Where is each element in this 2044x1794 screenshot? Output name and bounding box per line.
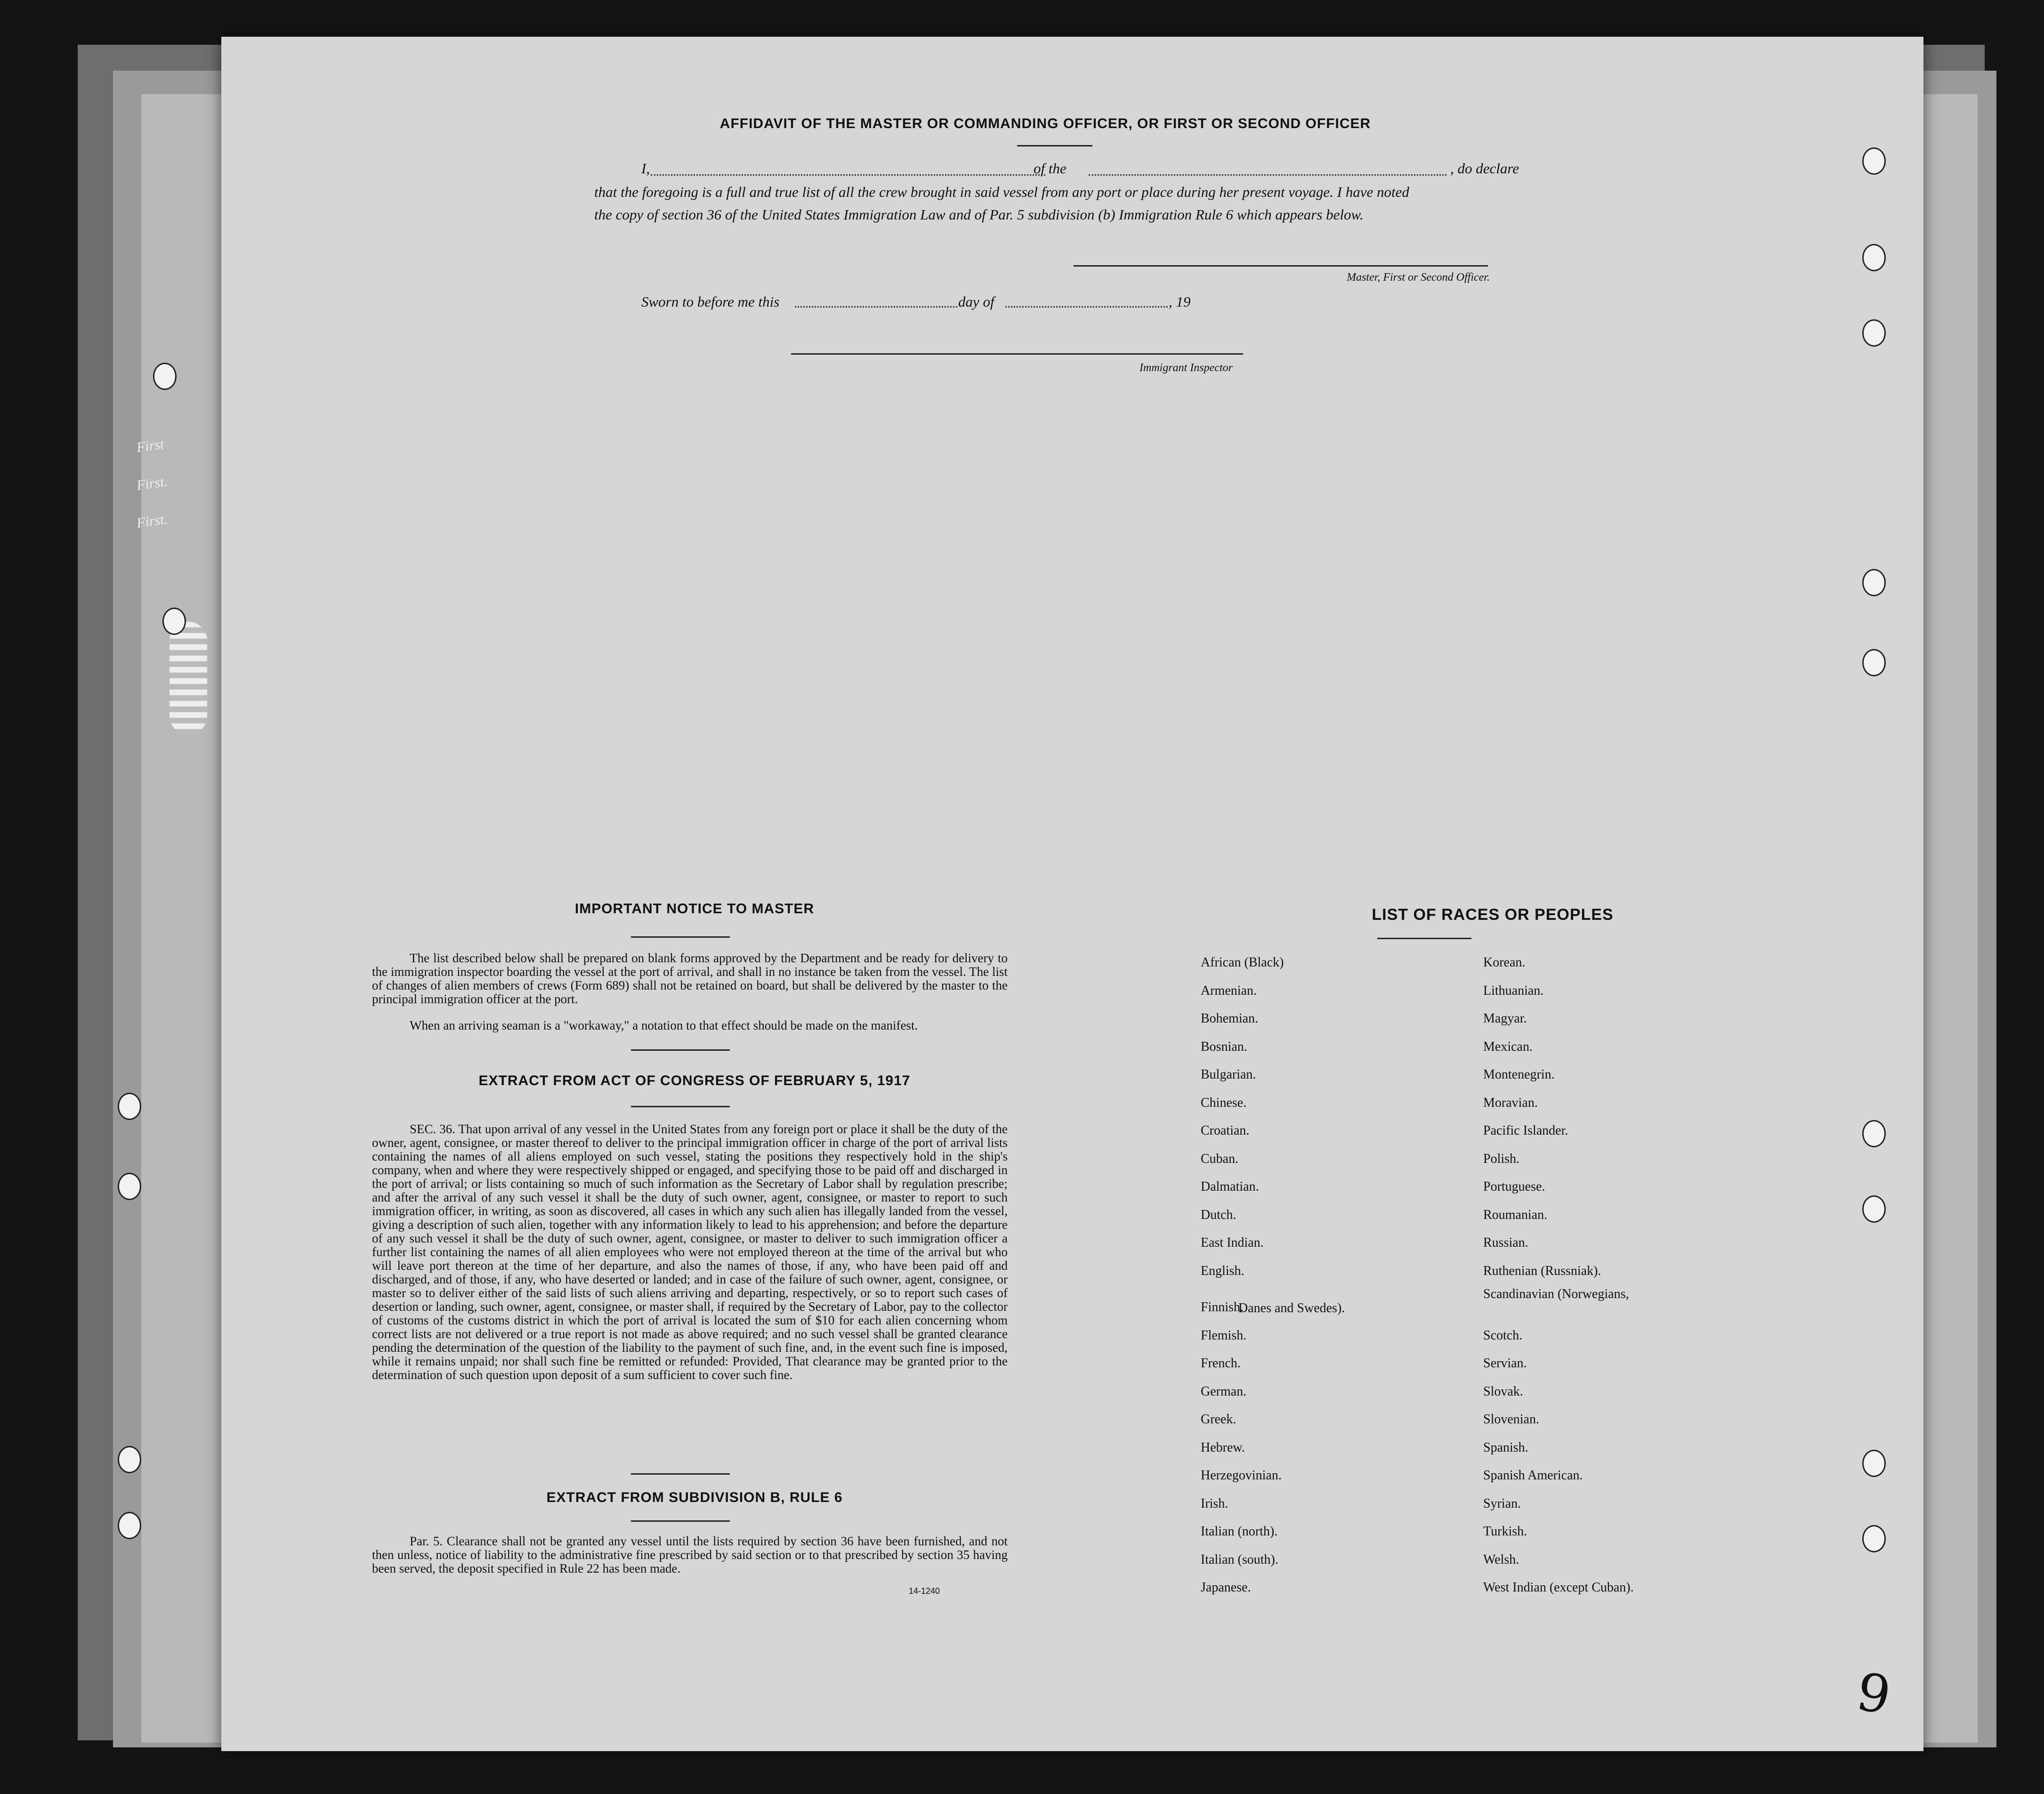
affidavit-line2: that the foregoing is a full and true list of all the crew brought in said vessel from any port or place during her present voyage. I have noted	[594, 184, 1409, 200]
divider	[1377, 938, 1471, 939]
race-item: Herzegovinian.	[1201, 1468, 1282, 1483]
race-item: Welsh.	[1483, 1552, 1519, 1567]
notice-paragraph-1: The list described below shall be prepared on blank forms approved by the Department and be ready for delivery to the immigration inspector boarding the vessel at the port of arrival, and shall in no instance be taken from the vessel. The list of changes of alien members of crews (Form 689) shall not be retained on board, but shall be delivered by the master to the principal immigration officer at the port.	[372, 951, 1008, 1006]
race-item: Greek.	[1201, 1412, 1236, 1427]
affidavit-title: AFFIDAVIT OF THE MASTER OR COMMANDING OFFICER, OR FIRST OR SECOND OFFICER	[719, 116, 1371, 131]
notice-paragraph-2: When an arriving seaman is a "workaway," a notation to that effect should be made on the manifest.	[410, 1018, 918, 1032]
race-item: Spanish.	[1483, 1440, 1528, 1455]
race-item: Armenian.	[1201, 983, 1257, 998]
divider	[631, 1520, 730, 1522]
race-item: Moravian.	[1483, 1095, 1538, 1110]
punch-hole	[1862, 569, 1886, 596]
race-item: African (Black)	[1201, 955, 1284, 970]
race-item: Bohemian.	[1201, 1011, 1259, 1026]
race-item: Ruthenian (Russniak).	[1483, 1263, 1601, 1278]
race-item: Scotch.	[1483, 1328, 1523, 1343]
race-item: Slovak.	[1483, 1384, 1523, 1399]
punch-hole	[1862, 147, 1886, 175]
race-item: German.	[1201, 1384, 1247, 1399]
race-item: Croatian.	[1201, 1123, 1250, 1138]
handwritten-page-number: 6	[1852, 1659, 1896, 1725]
race-item: Cuban.	[1201, 1151, 1239, 1166]
race-item: Korean.	[1483, 955, 1526, 970]
month-blank[interactable]	[1005, 306, 1168, 308]
seal-stamp	[170, 622, 207, 735]
race-item: English.	[1201, 1263, 1244, 1278]
divider	[631, 1106, 730, 1107]
extract-act-text: SEC. 36. That upon arrival of any vessel in the United States from any foreign port or place it shall be the duty of the owner, agent, consignee, or master thereof to deliver to the principal immigration officer in charge of the port of arrival lists containing the names of all aliens employed on such vessel, stating the positions they respectively hold in the ship's company, when and where they were respectively shipped or engaged, and specifying those to be paid off and discharged in the port of arrival; or lists containing so much of such information as the Secretary of Labor shall by regulation prescribe; and after the arrival of any such vessel it shall be the duty of such owner, agent, consignee, or master to report to such immigration officer, in writing, as soon as discovered, all cases in which any such alien has illegally landed from the vessel, giving a description of such alien, together with any information likely to lead to his apprehension; and before the departure of any such vessel it shall be the duty of such owner, agent, consignee, or master to deliver to such immigration officer a further list containing the names of all alien employees who were not employed thereon at the time of the arrival but who will leave port thereon at the time of her departure, and also the names of those, if any, who have been paid off and discharged, and of those, if any, who have deserted or landed; and in case of the failure of such owner, agent, consignee, or master so to deliver either of the said lists of such aliens arriving and departing, respectively, or so to report such cases of desertion or landing, such owner, agent, consignee, or master shall, if required by the Secretary of Labor, pay to the collector of customs of the customs district in which the port of arrival is located the sum of $10 for each alien concerning whom correct lists are not delivered or a true report is not made as above required; and no such vessel shall be granted clearance pending the determination of the question of the liability to the payment of such fine, and, in the event such fine is imposed, while it remains unpaid; nor shall such fine be remitted or refunded: Provided, That clearance may be granted prior to the determination of such question upon deposit of a sum sufficient to cover such fine.	[372, 1122, 1008, 1382]
affidavit-line1-declare: , do declare	[1450, 160, 1519, 177]
margin-note: First.	[135, 511, 169, 531]
divider	[631, 1473, 730, 1475]
race-item: Bosnian.	[1201, 1039, 1247, 1054]
notice-title: IMPORTANT NOTICE TO MASTER	[574, 901, 815, 917]
race-item: Slovenian.	[1483, 1412, 1539, 1427]
punch-hole	[1862, 1195, 1886, 1223]
affidavit-line1-of-the: of the	[1034, 160, 1066, 177]
punch-hole	[1862, 1120, 1886, 1147]
race-item: Russian.	[1483, 1235, 1528, 1250]
race-item: Bulgarian.	[1201, 1067, 1256, 1082]
inspector-signature-line[interactable]	[791, 353, 1243, 355]
sworn-year: , 19	[1169, 293, 1191, 310]
punch-hole	[1862, 1450, 1886, 1477]
race-item: Turkish.	[1483, 1524, 1527, 1539]
race-item: Danes and Swedes).	[1238, 1301, 1345, 1315]
race-item: Flemish.	[1201, 1328, 1247, 1343]
race-item: Montenegrin.	[1483, 1067, 1555, 1082]
punch-hole	[162, 608, 186, 635]
race-item: Dutch.	[1201, 1207, 1236, 1222]
races-title: LIST OF RACES OR PEOPLES	[1372, 906, 1614, 924]
race-item: Syrian.	[1483, 1496, 1521, 1511]
race-item: Mexican.	[1483, 1039, 1533, 1054]
race-item: Japanese.	[1201, 1580, 1251, 1595]
affidavit-line3: the copy of section 36 of the United States Immigration Law and of Par. 5 subdivision (b) Immigration Rule 6 which appears below.	[594, 206, 1364, 223]
race-item: Magyar.	[1483, 1011, 1527, 1026]
inspector-label: Immigrant Inspector	[1139, 362, 1233, 374]
race-item: Dalmatian.	[1201, 1179, 1259, 1194]
signature-line[interactable]	[1074, 265, 1488, 267]
race-item: Irish.	[1201, 1496, 1228, 1511]
race-item: Pacific Islander.	[1483, 1123, 1568, 1138]
race-item: Italian (north).	[1201, 1524, 1278, 1539]
race-item: Italian (south).	[1201, 1552, 1278, 1567]
extract-act-title: EXTRACT FROM ACT OF CONGRESS OF FEBRUARY 5, 1917	[478, 1073, 911, 1088]
punch-hole	[118, 1173, 141, 1200]
race-item: West Indian (except Cuban).	[1483, 1580, 1634, 1595]
margin-note: First	[135, 436, 165, 455]
extract-rule-text: Par. 5. Clearance shall not be granted any vessel until the lists required by section 36 have been furnished, and not then unless, notice of liability to the administrative fine prescribed by said section or to that prescribed by section 35 having been served, the deposit specified in Rule 22 has been made.	[372, 1534, 1008, 1575]
race-item: Roumanian.	[1483, 1207, 1548, 1222]
signer-label: Master, First or Second Officer.	[1347, 271, 1490, 284]
race-item: Polish.	[1483, 1151, 1520, 1166]
document-page	[221, 37, 1923, 1751]
margin-note: First.	[135, 473, 169, 494]
race-item: Finnish.	[1201, 1300, 1244, 1315]
form-number: 14-1240	[909, 1586, 940, 1596]
divider	[1017, 145, 1092, 146]
punch-hole	[118, 1446, 141, 1473]
extract-rule-title: EXTRACT FROM SUBDIVISION B, RULE 6	[546, 1490, 843, 1505]
race-item: Hebrew.	[1201, 1440, 1245, 1455]
name-blank[interactable]	[651, 174, 1045, 176]
divider	[631, 936, 730, 938]
vessel-blank[interactable]	[1089, 174, 1446, 176]
day-blank[interactable]	[795, 306, 957, 308]
race-item: Chinese.	[1201, 1095, 1247, 1110]
affidavit-line1-i: I,	[641, 160, 650, 177]
punch-hole	[118, 1512, 141, 1539]
punch-hole	[1862, 1525, 1886, 1552]
race-item: French.	[1201, 1356, 1241, 1371]
punch-hole	[1862, 244, 1886, 271]
sworn-prefix: Sworn to before me this	[641, 293, 780, 310]
punch-hole	[1862, 319, 1886, 347]
race-item: Portuguese.	[1483, 1179, 1545, 1194]
divider	[631, 1049, 730, 1051]
race-item: Lithuanian.	[1483, 983, 1544, 998]
race-item: Servian.	[1483, 1356, 1527, 1371]
punch-hole	[1862, 649, 1886, 676]
punch-hole	[153, 363, 177, 390]
punch-hole	[118, 1093, 141, 1120]
sworn-day-of: day of	[958, 293, 994, 310]
race-item: Scandinavian (Norwegians,	[1483, 1287, 1629, 1301]
race-item: East Indian.	[1201, 1235, 1264, 1250]
race-item: Spanish American.	[1483, 1468, 1583, 1483]
